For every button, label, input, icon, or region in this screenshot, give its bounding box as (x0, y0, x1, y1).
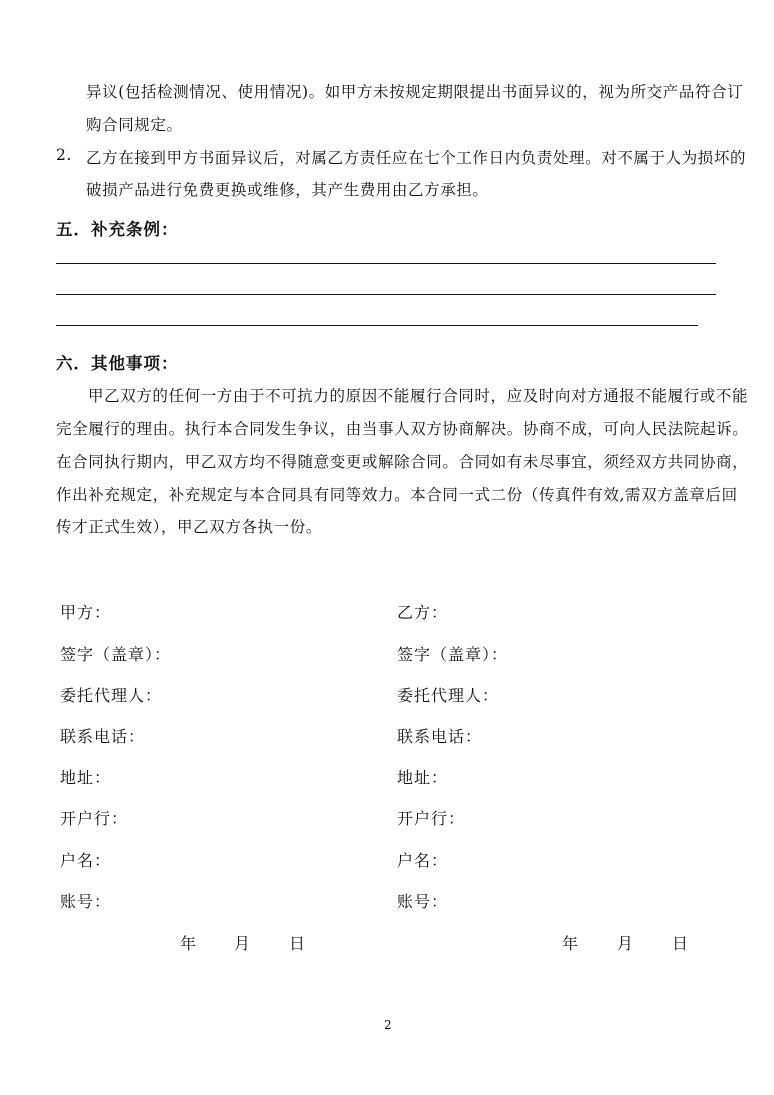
party-a-bank-label: 开户行： (60, 809, 129, 828)
party-b-signature-label: 签字（盖章）： (397, 645, 509, 664)
clause-text-line: 破损产品进行免费更换或维修，其产生费用由乙方承担。 (86, 181, 489, 199)
party-b-date-day: 日 (672, 934, 690, 953)
party-a-date-day: 日 (289, 934, 307, 953)
party-a-address-label: 地址： (60, 768, 112, 787)
page-number: 2 (384, 1018, 392, 1032)
paragraph-line: 完全履行的理由。执行本合同发生争议，由当事人双方协商解决。协商不成，可向人民法院起诉。 (56, 420, 749, 438)
list-item-number: 2. (56, 146, 72, 164)
party-a-account-number-label: 账号： (60, 892, 112, 911)
blank-fill-line (56, 294, 716, 295)
section-heading-other-matters: 六．其他事项： (56, 354, 179, 373)
party-b-agent-label: 委托代理人： (397, 686, 500, 705)
party-b-date-year: 年 (562, 934, 580, 953)
party-b-label: 乙方： (397, 603, 449, 622)
party-a-agent-label: 委托代理人： (60, 686, 163, 705)
party-a-account-name-label: 户名： (60, 851, 112, 870)
clause-text-line: 异议(包括检测情况、使用情况)。如甲方未按规定期限提出书面异议的，视为所交产品符合订 (86, 83, 744, 101)
party-b-account-name-label: 户名： (397, 851, 449, 870)
section-heading-supplementary: 五．补充条例： (56, 220, 179, 239)
party-a-date-year: 年 (180, 934, 198, 953)
party-b-bank-label: 开户行： (397, 809, 466, 828)
party-b-address-label: 地址： (397, 768, 449, 787)
party-a-phone-label: 联系电话： (60, 727, 146, 746)
paragraph-line: 在合同执行期内，甲乙双方均不得随意变更或解除合同。合同如有未尽事宜，须经双方共同协商， (56, 453, 749, 471)
clause-text-line: 购合同规定。 (86, 116, 183, 134)
clause-text-line: 乙方在接到甲方书面异议后，对属乙方责任应在七个工作日内负责处理。对不属于人为损坏的 (86, 149, 747, 167)
party-a-label: 甲方： (60, 603, 112, 622)
party-b-account-number-label: 账号： (397, 892, 449, 911)
party-b-phone-label: 联系电话： (397, 727, 483, 746)
blank-fill-line (56, 325, 698, 326)
party-a-signature-label: 签字（盖章）： (60, 645, 172, 664)
paragraph-line: 甲乙双方的任何一方由于不可抗力的原因不能履行合同时，应及时向对方通报不能履行或不能 (88, 387, 749, 405)
party-b-date-month: 月 (617, 934, 635, 953)
paragraph-line: 作出补充规定，补充规定与本合同具有同等效力。本合同一式二份（传真件有效,需双方盖章后回 (56, 486, 738, 504)
paragraph-line: 传才正式生效），甲乙双方各执一份。 (56, 518, 322, 536)
party-a-date-month: 月 (234, 934, 252, 953)
blank-fill-line (56, 263, 716, 264)
